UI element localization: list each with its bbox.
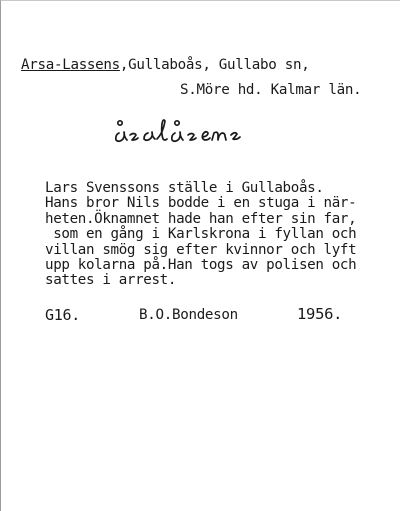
body-line: upp kolarna på.Han togs av polisen och [45,257,357,274]
card-body [45,181,356,289]
place-name: Arsa-Lassens [21,57,120,73]
body-line: sattes i arrest. [45,272,177,289]
place-heading [21,57,309,73]
body-line: heten.Öknamnet hade han efter sin far, [45,210,357,227]
region-line: S.Möre hd. Kalmar län. [180,82,362,98]
place-location: ,Gullaboås, Gullabo sn, [119,57,310,73]
body-line: Hans bror Nils bodde i en stuga i när- [45,195,357,212]
collector-name: B.O.Bondeson [139,307,238,323]
record-code: G16. [45,306,80,324]
body-line: som en gång i Karlskrona i fyllan och [45,226,357,243]
body-line: villan smög sig efter kvinnor och lyft [45,241,357,258]
handwritten-annotation [113,111,303,149]
body-line: Lars Svenssons ställe i Gullaboås. [45,180,324,196]
record-year: 1956. [297,305,343,323]
